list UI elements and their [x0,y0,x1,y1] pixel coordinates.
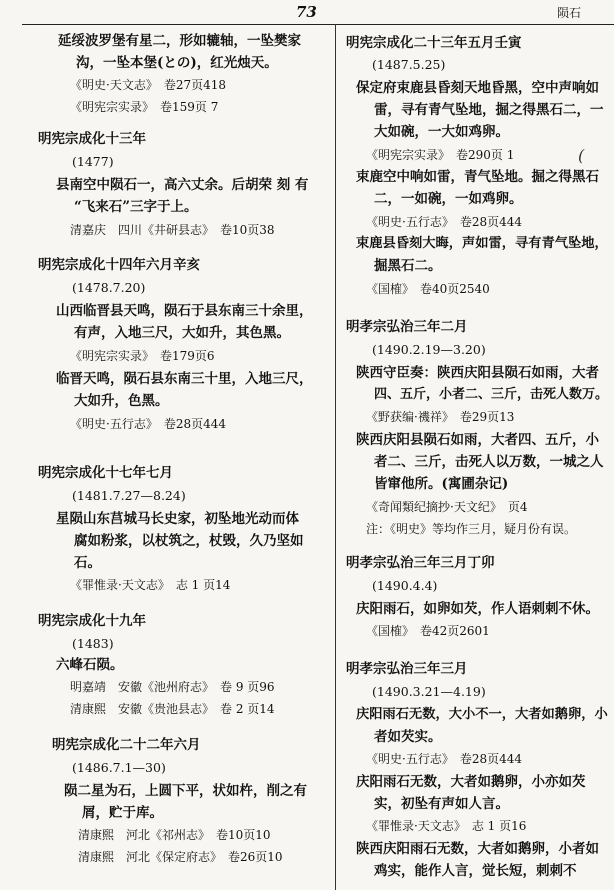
margin-mark: ( [578,146,585,165]
source-line: 清康熙 安徽《贵池县志》 卷 2 页14 [70,702,275,716]
entry-date: (1477) [72,154,114,169]
entry-text: 星陨山东莒城马长史家，初坠地光动而体 [56,511,299,527]
entry-title: 明宪宗成化二十三年五月壬寅 [346,35,522,51]
citation: 《明宪宗实录》 卷290页 1 [366,148,515,162]
section-title: 陨石 [557,6,582,20]
citation: 《奇闻類纪摘抄·天文纪》 页4 [366,500,528,514]
entry-text: 临晋天鸣，陨石县东南三十里，入地三尺， [56,371,313,387]
source-line: 清嘉庆 四川《井研县志》 卷10页38 [70,223,275,237]
citation: 《国榷》 卷42页2601 [366,624,490,638]
entry-title: 明宪宗成化十四年六月辛亥 [38,257,200,273]
citation: 《明宪宗实录》 卷179页6 [70,349,215,363]
entry-text: 束鹿空中响如雷，青气坠地。掘之得黑石 [356,169,599,185]
entry-text: 掘黑石二。 [374,258,442,274]
entry-title: 明宪宗成化十九年 [38,613,146,629]
entry-text: 陕西庆阳雨石无数，大者如鹅卵，小者如 [356,841,599,857]
source-line: 明嘉靖 安徽《池州府志》 卷 9 页96 [70,680,275,694]
entry-title: 明宪宗成化十七年七月 [38,465,173,481]
entry-date: (1486.7.1—30) [72,760,166,775]
entry-text: 者如芡实。 [374,729,442,745]
entry-text: 陕西守臣奏：陕西庆阳县陨石如雨，大者 [356,365,599,381]
entry-text: 县南空中陨石一，高六丈余。后胡荣 刻 有 [56,177,309,193]
entry-title: 明孝宗弘治三年三月 [346,661,468,677]
entry-text: 束鹿县昏刻大晦，声如雷，寻有青气坠地， [356,236,608,251]
citation: 《明史·五行志》 卷28页444 [366,752,522,766]
entry-text: 实，初坠有声如人言。 [374,796,509,812]
page-number: 73 [296,3,317,21]
entry-text: 六峰石陨。 [56,657,124,673]
entry-text: 陨二星为石，上圆下平，状如杵，削之有 [64,783,307,799]
entry-text: 庆阳雨石，如卵如芡，作人语刺刺不休。 [356,601,599,617]
entry-text: 腐如粉浆，以杖筑之，杖毁，久乃坚如 [74,533,304,549]
entry-title: 明孝宗弘治三年二月 [346,319,468,335]
source-line: 清康熙 河北《保定府志》 卷26页10 [78,850,283,864]
entry-text: 保定府束鹿县昏刻天地昏黑，空中声响如 [356,80,599,96]
entry-text: 四、五斤，小者二、三斤，击死人数万。 [374,387,609,402]
citation: 《明史·五行志》 卷28页444 [366,215,522,229]
entry-title: 明孝宗弘治三年三月丁卯 [346,555,495,571]
source-line: 清康熙 河北《祁州志》 卷10页10 [78,828,271,842]
entry-text: 大如升，色黑。 [74,393,169,409]
entry-text: 沟，一坠本堡(との)，红光烛天。 [76,55,278,71]
citation: 《明宪宗实录》 卷159页 7 [70,100,219,114]
entry-date: (1490.4.4) [372,578,438,593]
entry-text: 陕西庆阳县陨石如雨，大者四、五斤，小 [356,432,599,448]
entry-date: (1487.5.25) [372,57,446,72]
note: 注：《明史》等均作三月，疑月份有误。 [366,522,577,536]
entry-title: 明宪宗成化二十二年六月 [52,737,201,753]
entry-date: (1478.7.20) [72,280,146,295]
entry-text: 二，一如碗，一如鸡卵。 [374,191,523,207]
entry-text: 鸡实，能作人言，觉长短，刺刺不 [374,863,577,879]
entry-text: 石。 [74,555,101,571]
citation: 《明史·天文志》 卷27页418 [70,78,226,92]
entry-text: 庆阳雨石无数，大小不一，大者如鹅卵，小 [356,707,608,722]
entry-date: (1483) [72,636,114,651]
entry-text: 皆窜他所。(寓圃杂记) [374,476,509,492]
entry-date: (1481.7.27—8.24) [72,488,186,503]
entry-text: 有声，入地三尺，大如升，其色黑。 [74,325,290,341]
entry-date: (1490.3.21—4.19) [372,684,486,699]
entry-text: 者二、三斤，击死人以万数，一城之人 [374,454,604,470]
entry-title: 明宪宗成化十三年 [38,131,146,147]
entry-text: 屑，贮于库。 [82,805,163,821]
entry-text: 延绥波罗堡有星二，形如辘轴，一坠樊家 [58,33,301,49]
citation: 《罪惟录·天文志》 志 1 页16 [366,819,527,833]
entry-text: 雷，寻有青气坠地，掘之得黑石二，一 [374,102,604,118]
entry-text: 大如碗，一大如鸡卵。 [374,124,509,140]
citation: 《国榷》 卷40页2540 [366,282,490,296]
entry-date: (1490.2.19—3.20) [372,342,486,357]
header-rule [22,24,614,25]
citation: 《明史·五行志》 卷28页444 [70,417,226,431]
citation: 《罪惟录·天文志》 志 1 页14 [70,578,231,592]
entry-text: “飞来石”三字于上。 [74,199,198,215]
entry-text: 庆阳雨石无数，大者如鹅卵，小亦如芡 [356,774,586,790]
citation: 《野获编·禨祥》 卷29页13 [366,410,515,424]
entry-text: 山西临晋县天鸣，陨石于县东南三十余里， [56,303,313,319]
column-divider [335,24,336,890]
